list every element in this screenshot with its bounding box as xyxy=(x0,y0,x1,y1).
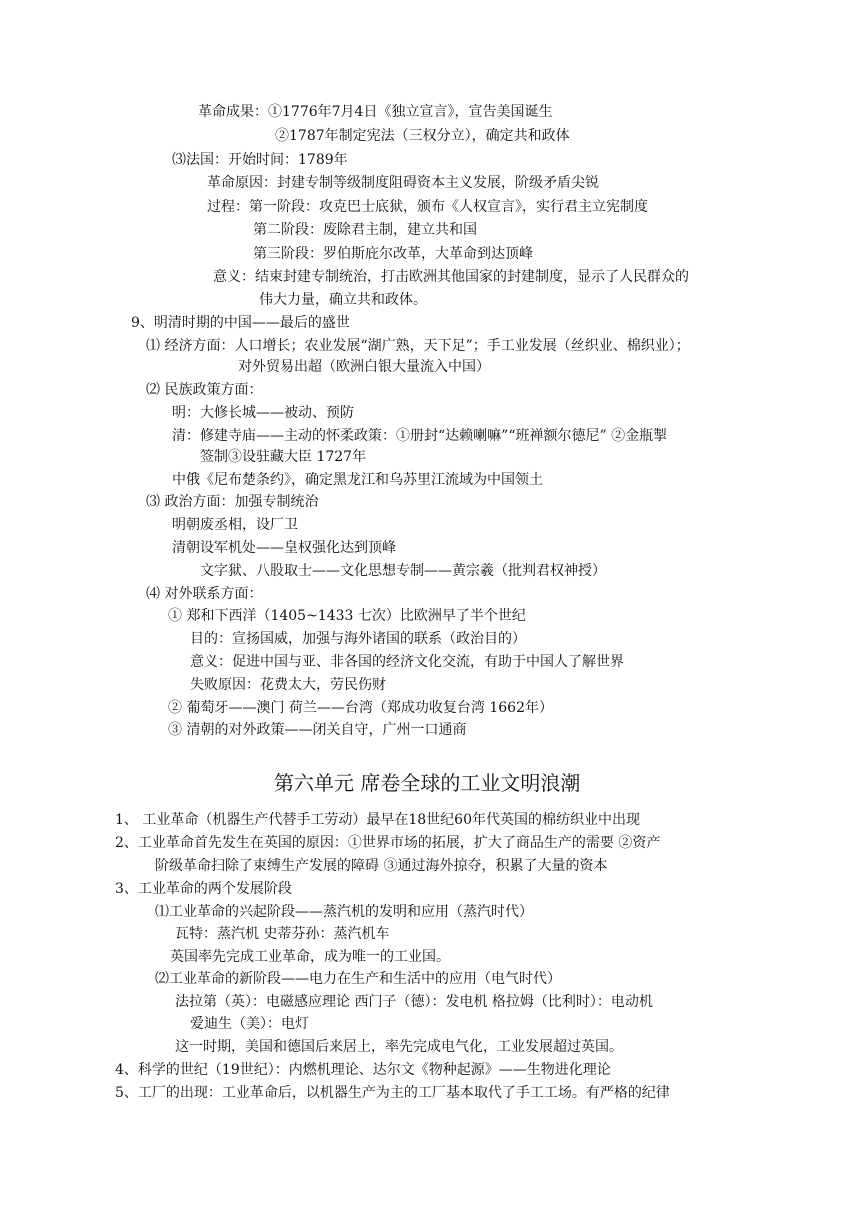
text-line: 2、工业革命首先发生在英国的原因：①世界市场的拓展，扩大了商品生产的需要 ②资产 xyxy=(115,835,661,851)
text-line: 5、工厂的出现：工业革命后，以机器生产为主的工厂基本取代了手工工场。有严格的纪律 xyxy=(115,1085,670,1101)
text-line: 3、工业革命的两个发展阶段 xyxy=(115,881,292,897)
text-line: 意义：促进中国与亚、非各国的经济文化交流，有助于中国人了解世界 xyxy=(190,654,624,670)
text-line: 清朝设军机处——皇权强化达到顶峰 xyxy=(172,540,396,556)
unit-heading: 第六单元 席卷全球的工业文明浪潮 xyxy=(274,771,581,795)
text-line: 9、明清时期的中国——最后的盛世 xyxy=(131,315,350,331)
text-line: 瓦特：蒸汽机 史蒂芬孙：蒸汽机车 xyxy=(175,926,390,942)
text-line: 目的：宣扬国威，加强与海外诸国的联系（政治目的） xyxy=(190,631,526,647)
text-line: 文字狱、八股取士——文化思想专制——黄宗羲（批判君权神授） xyxy=(200,563,606,579)
text-line: 英国率先完成工业革命，成为唯一的工业国。 xyxy=(170,949,450,965)
text-line: 阶级革命扫除了束缚生产发展的障碍 ③通过海外掠夺，积累了大量的资本 xyxy=(155,858,608,874)
text-line: 伟大力量，确立共和政体。 xyxy=(259,292,427,308)
text-line: 革命原因：封建专制等级制度阻碍资本主义发展，阶级矛盾尖锐 xyxy=(207,175,599,191)
text-line: ⑵工业革命的新阶段——电力在生产和生活中的应用（电气时代） xyxy=(155,971,561,987)
text-line: 第三阶段：罗伯斯庇尔改革，大革命到达顶峰 xyxy=(253,246,533,262)
text-line: 1、 工业革命（机器生产代替手工劳动）最早在18世纪60年代英国的棉纺织业中出现 xyxy=(115,812,640,828)
text-line: 明朝废丞相，设厂卫 xyxy=(172,517,298,533)
text-line: 意义：结束封建专制统治，打击欧洲其他国家的封建制度，显示了人民群众的 xyxy=(213,269,689,285)
text-line: 法拉第（英）：电磁感应理论 西门子（德）：发电机 格拉姆（比利时）：电动机 xyxy=(175,994,653,1010)
text-line: ③ 清朝的对外政策——闭关自守，广州一口通商 xyxy=(168,722,467,738)
text-line: ⑶ 政治方面：加强专制统治 xyxy=(146,494,319,510)
text-line: ⑷ 对外联系方面： xyxy=(146,586,263,602)
text-line: 失败原因：花费太大，劳民伤财 xyxy=(190,677,386,693)
text-line: 爱迪生（美）：电灯 xyxy=(190,1016,309,1032)
text-line: ⑶法国：开始时间：1789年 xyxy=(172,152,348,168)
text-line: 对外贸易出超（欧洲白银大量流入中国） xyxy=(238,359,490,375)
text-line: ⑵ 民族政策方面： xyxy=(146,382,263,398)
text-line: 中俄《尼布楚条约》，确定黑龙江和乌苏里江流域为中国领土 xyxy=(172,472,543,488)
text-line: 革命成果：①1776年7月4日《独立宣言》，宣告美国诞生 xyxy=(198,104,553,120)
text-line: ②1787年制定宪法（三权分立），确定共和政体 xyxy=(275,128,570,144)
text-line: 过程：第一阶段：攻克巴士底狱，颁布《人权宣言》，实行君主立宪制度 xyxy=(207,199,648,215)
text-line: 4、科学的世纪（19世纪）：内燃机理论、达尔文《物种起源》——生物进化理论 xyxy=(115,1062,611,1078)
text-line: ② 葡萄牙——澳门 荷兰——台湾（郑成功收复台湾 1662年） xyxy=(168,700,553,716)
text-line: ⑴ 经济方面：人口增长；农业发展“湖广熟，天下足”；手工业发展（丝织业、棉织业）； xyxy=(146,338,690,354)
text-line: 清：修建寺庙——主动的怀柔政策：①册封“达赖喇嘛”“班禅额尔德尼” ②金瓶掣 xyxy=(172,428,668,444)
text-line: 第二阶段：废除君主制，建立共和国 xyxy=(253,222,477,238)
text-line: 这一时期，美国和德国后来居上，率先完成电气化，工业发展超过英国。 xyxy=(175,1039,623,1055)
text-line: 明：大修长城——被动、预防 xyxy=(172,405,354,421)
text-line: ⑴工业革命的兴起阶段——蒸汽机的发明和应用（蒸汽时代） xyxy=(155,904,533,920)
text-line: ① 郑和下西洋（1405~1433 七次）比欧洲早了半个世纪 xyxy=(168,608,526,624)
text-line: 签制③设驻藏大臣 1727年 xyxy=(200,449,367,465)
